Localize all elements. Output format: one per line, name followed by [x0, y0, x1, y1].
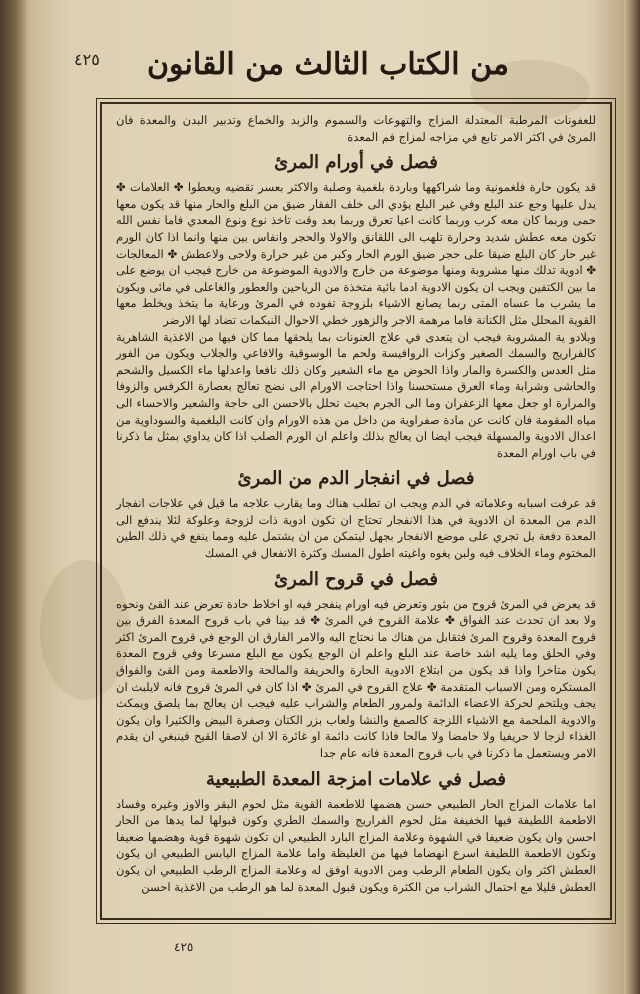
page-number-bottom: ٤٢٥ — [174, 940, 194, 954]
running-title: من الكتاب الثالث من القانون — [146, 47, 509, 82]
chapter-text-esophagus-swellings: قد يكون حارة فلغمونية وما شراكهها وباردة بلغمية وصلبة والاكثر بعسر تقضيه ويعطوا ✤ العلامات ✤ يدل عليها وجع عند البلع وفي غير البلع يؤدي الى خلف الفقار ضيق من البلع والحار منها قد يكون معها حمى وربما كان معه كرب وربما كانت اعيا تعرق وربما بعد وقت تاخذ نوع ونوع المعدي فاما نفس الله تكون معه عطش شديد وحرارة تلهب الى اللقانق والاولا والحجر وانفاس بين منها وانما اذا كان الورم غير حار كان البلع ضيقا على حجر ضيق الورم الحار وكبر من غير حرارة ولاحى ولاعطش ✤ المعالجات ✤ ادوية تدلك منها مشروبة ومنها موضوعة من خارج والادوية الموضوعة من خارج فيجب ان يوضع على ما بين الكتفين ويجب ان يكون الادوية ادما بائية متخذة من الرياحين والعطور والغاعلى في مائى ويكون ما يشرب ما عساه المتى ربما يصانع الاشياء بلزوجة تفوده في المرئ ورعاية ما يتخذ ويخلط معها القوية المحلل مثل الكنانة فاما مرهمة الاجر والزهور خطي الاحوال النبكمات تضاد لها الارضر — [116, 180, 596, 327]
chapter-heading-stomach-temperaments: فصل في علامات امزجة المعدة الطبيعية — [205, 768, 507, 790]
chapter-text-bleeding: قد عرفت اسبابه وعلاماته في الدم ويجب ان تطلب هناك وما يقارب علاجه ما قيل في علاجات انفجار الدم من المعدة ان الادوية في هذا الانفجار تحتاج ان تكون ادوية ذات لزوجة وعلوكة لئلا يندفع الى المعدة دفعة بل تجري على موضع الانفجار بجهل ليتمكن من ان يشتمل عليه ومما ينفع في ذلك الطين المختوم وماء الخلاف فيه ولبن يغوه واغيته اطول المسك وكثرة الانفعال في المسك — [116, 496, 596, 561]
chapter-text-drinking-remedies: وبلادو ية المشروبة فيجب ان يتعدى في علاج العنونات بما يلحقها مما كان فيها من الاغذية الشاهرية كالفراريج والسمك الصغير وكزات الروافيسة ولحم ما الوسوقية والافاعي والجلاب ويكون من الفور مثل العدس والكسرة والمار واذا الحوض مع ماء الشعير وكان ذلك نافعا واعدلها ماء الكسيل والشحم والحاشى وشرابة وماء العرق مستحسنا واذا احتاجت الاورام الى نضج تعالج بعصارة الكرفس والزوفا والمرارة او جعل معها الزعفران وما الى الجرم بحيث تحلل بالاحسن الى حاجة والشعير والاحساء الى مياه المقومة فان كانت عن مادة صفراوية من داخل من هذه الاورام وان كانت البلغمية والسوداوية من اعدال الادوية والمسهلة فيجب ايضا ان يعالج بذلك واعلم ان الورم الصلب اذا كان يداوي بمثل ما ذكرنا في باب اورام المعدة — [116, 329, 596, 460]
book-gutter — [0, 0, 26, 994]
chapter-heading-esophagus-swellings: فصل في أورام المرئ — [274, 152, 438, 174]
chapter-heading-bleeding: فصل في انفجار الدم من المرئ — [237, 468, 475, 490]
text-frame — [100, 102, 612, 920]
page-content — [34, 10, 622, 982]
page-number-top: ٤٢٥ — [74, 50, 100, 69]
chapter-text-stomach-temperaments: اما علامات المزاج الحار الطبيعي حسن هضمها للاطعمة القوية مثل لحوم البقر والاوز وغيره وفساد الاطعمة اللطيفة فيها الخفيفة مثل لحوم الفراريج والسمك الطري وكون قبولها لما يدها من الحار احسن وان يكون ضعيفا في الشهوة وعلامة المزاج البارد الطبيعي ان تكون شهوة قوية وهضمها ضعيفا وتكون الاطعمة اللطيفة اسرع انهضاما فيها من الغليظة واما علامة المزاج اليابس الطبيعي ان يكون العطش اكثر وان يكون الطعام الرطب ومن الادوية اوفق له وعلامة المزاج الرطب الطبيعي ان يكون العطش قليلا مع احتمال الشراب من الكثرة ويكون قبول المعدة لما هو الرطب من الاغذية احسن — [116, 796, 596, 894]
chapter-text-ulcers: قد يعرض في المرئ قروح من بثور وتعرض فيه اورام ينفجر فيه او اخلاط حادة تعرض عند القئ ونحوه ولا بعد ان تحدث عند الفواق ✤ علامة القروح في المرئ ✤ قد بينا في باب قروح المعدة الفرق بين قروح المعدة وقروح المرئ فتقابل من هناك ما نحتاج اليه والامر الفارق ان الوجع في قروح المرئ اكثر وفي الحلق وما يليه اشد خاصة عند البلع واعلم ان الوجع يكون مع البلع مسرعا وفي قروح المعدة يكون متاخرا واذا قد يكون من ابتلاع الادوية الحارة والحريفة والمالحة والاطعمة ومن القئ والفواق المستكره ومن الاسباب المتقدمة ✤ علاج القروح في المرئ ✤ اذا كان في المرئ قروح فانه لايلبث ان يجف ويلتحم لحركة الاعضاء الدائمة ولمرور الطعام والشراب عليه فيجب ان يعالج بما يلصق ويمكث والادوية الملحمة مع الاشياء اللزجة كالصمغ والنشا ولعاب بزر الكتان وصفرة البيض والكثيرا وان يكون الغذاء لزجا لا حريفيا ولا حامضا ولا مالحا فاذا كانت دائمة او غائرة الا ان لاصقا القيح فينبغي ان يقدم الامر ويستعمل ما ذكرنا في باب قروح المعدة فانه عام جدا — [116, 596, 596, 760]
page-edge — [624, 0, 640, 994]
chapter-heading-ulcers: فصل في قروح المرئ — [273, 568, 438, 590]
running-header — [74, 40, 582, 90]
intro-paragraph: للعفونات المرطبة المعتدلة المزاج والتهوعات والسموم والزبد والخماع وتدبير البدن والمعدة فان المرئ في اكثر الامر تابع في مزاجه لمزاج فم المعدة — [116, 113, 596, 144]
